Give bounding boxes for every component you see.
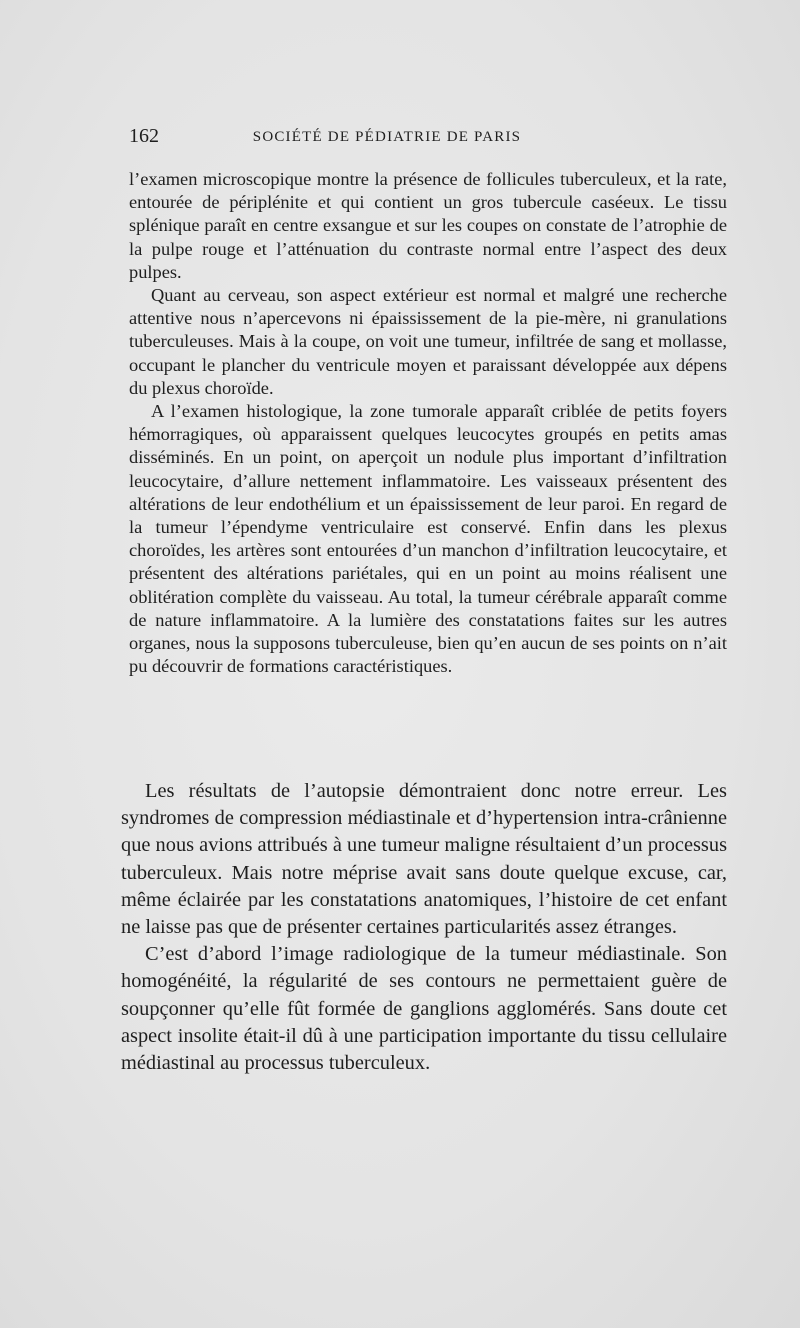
small-print-section [129,168,727,678]
paragraph-radiologic-image: C’est d’abord l’image radiologique de la tumeur médiastinale. Son homogénéité, la régularité de ses contours ne permettaient guère de soupçonner qu’elle fût formée de ganglions agglomérés. Sans doute cet aspect insolite était-il dû à une participation importante du tissu cellulaire médiastinal au processus tuberculeux. [121,943,727,1075]
page-header [129,124,589,148]
paragraph-brain: Quant au cerveau, son aspect extérieur est normal et malgré une recherche attentive nous n’apercevons ni épaississement de la pie-mère, ni granulations tuberculeuses. Mais à la coupe, on voit une tumeur, infiltrée de sang et mollasse, occupant le plancher du ventricule moyen et paraissant développée aux dépens du plexus choroïde. [129,285,727,398]
page-number: 162 [129,125,159,147]
running-head: SOCIÉTÉ DE PÉDIATRIE DE PARIS [252,129,522,145]
paragraph-autopsy-results: Les résultats de l’autopsie démontraient donc notre erreur. Les syndromes de compression médiastinale et d’hypertension intra-crânienne que nous avions attribués à une tumeur maligne résultaient d’un processus tuberculeux. Mais notre méprise avait sans doute quelque excuse, car, même éclairée par les constatations anatomiques, l’histoire de cet enfant ne laisse pas que de présenter certaines particularités assez étranges. [121,780,727,939]
main-text-section [121,778,727,1077]
paragraph-histology: A l’examen histologique, la zone tumorale apparaît criblée de petits foyers hémorragiques, où apparaissent quelques leucocytes groupés en petits amas disséminés. En un point, on aperçoit un nodule plus important d’infiltration leucocytaire, d’allure nettement inflammatoire. Les vaisseaux présentent des altérations de leur endothélium et un épaississement de leur paroi. En regard de la tumeur l’épendyme ventriculaire est conservé. Enfin dans les plexus choroïdes, les artères sont entourées d’un manchon d’infiltration leucocytaire, et présentent des altérations pariétales, qui en un point au moins réalisent une oblitération complète du vaisseau. Au total, la tumeur cérébrale apparaît comme de nature inflammatoire. A la lumière des constatations faites sur les autres organes, nous la supposons tuberculeuse, bien qu’en aucun de ses points on n’ait pu découvrir de formations caractéristiques. [129,401,727,677]
paragraph-spleen: l’examen microscopique montre la présence de follicules tuberculeux, et la rate, entourée de périplénite et qui contient un gros tubercule caséeux. Le tissu splénique paraît en centre exsangue et sur les coupes on constate de l’atrophie de la pulpe rouge et l’atténuation du contraste normal entre l’aspect des deux pulpes. [129,169,727,282]
